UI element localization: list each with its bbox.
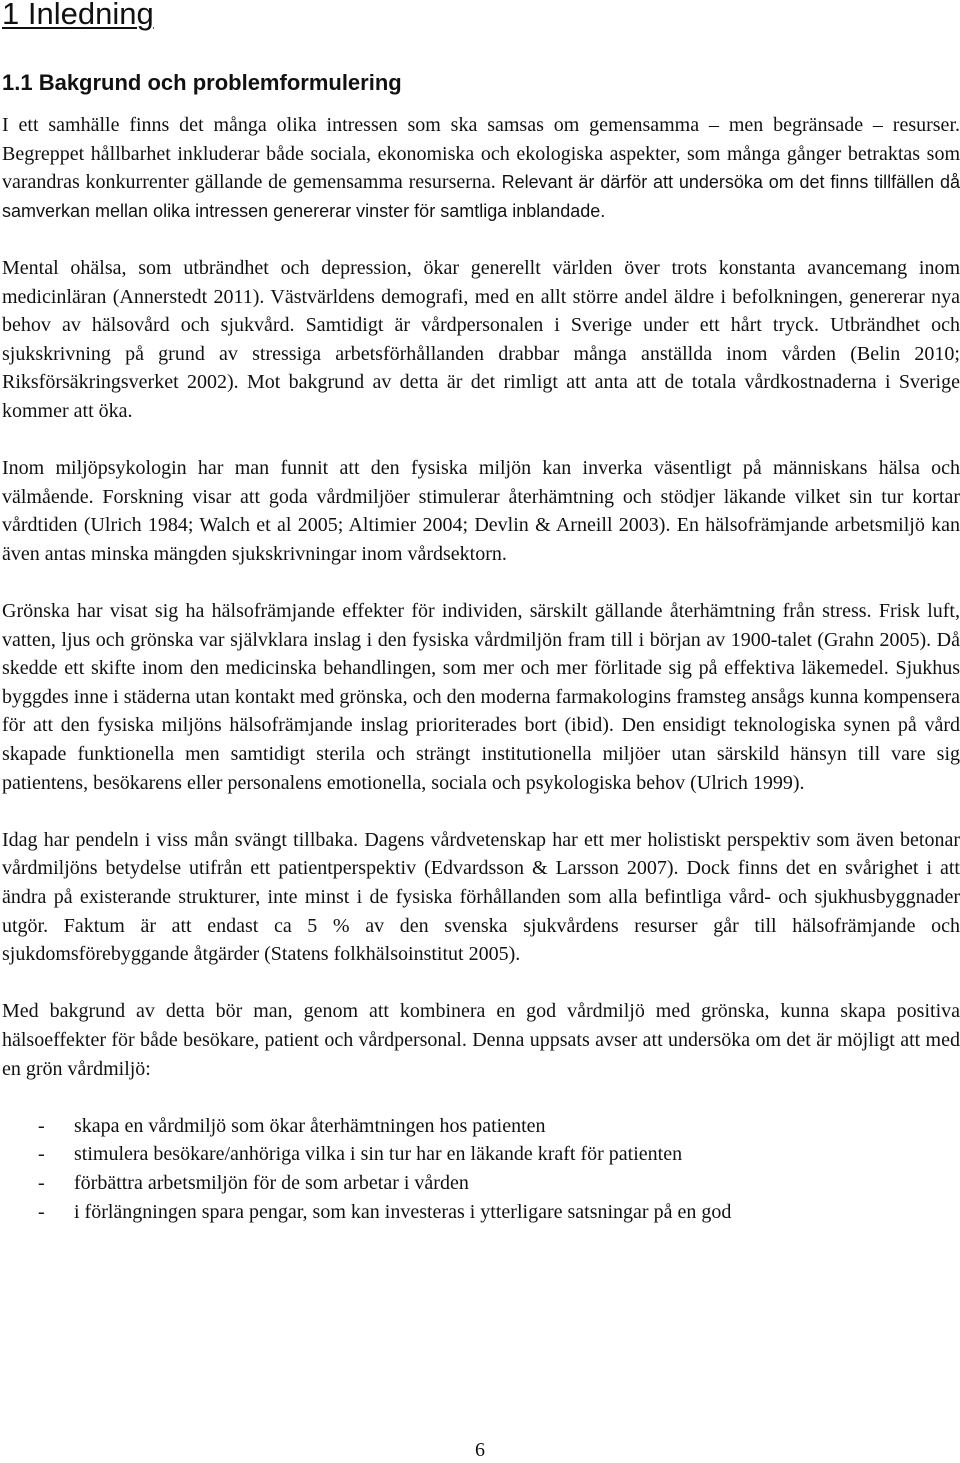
paragraph-5-text: Idag har pendeln i viss mån svängt tillbaka. Dagens vårdvetenskap har ett mer holistiskt perspektiv som även betonar vårdmiljöns betydelse utifrån ett patientperspektiv (Edvardsson & Larsson 2007). Dock finns det en svårighet i att ändra på existerande strukturer, inte minst i de fysiska förhållanden som alla befintliga vård- och sjukhusbyggnader utgör. Faktum är att endast ca 5 % av den svenska sjukvårdens resurser går till hälsofrämjande och sjukdomsförebyggande åtgärder (Statens folkhälsoinstitut 2005). xyxy=(2,828,960,966)
list-dash: - xyxy=(38,1200,45,1223)
paragraph-1-sans-text: Relevant är därför att undersöka om det finns tillfällen då samverkan mellan olika intressen genererar vinster för samtliga inblandade. xyxy=(2,172,960,221)
list-dash: - xyxy=(38,1114,45,1137)
section-heading: 1.1 Bakgrund och problemformulering xyxy=(2,70,402,95)
page-number: 6 xyxy=(475,1439,485,1461)
list-dash: - xyxy=(38,1171,45,1194)
list-item-text: skapa en vårdmiljö som ökar återhämtningen hos patienten xyxy=(74,1114,546,1137)
list-item xyxy=(2,1112,960,1141)
chapter-heading: 1 Inledning xyxy=(2,0,154,31)
paragraph-2 xyxy=(2,254,960,426)
paragraph-3 xyxy=(2,454,960,568)
list-item-text: i förlängningen spara pengar, som kan investeras i ytterligare satsningar på en god xyxy=(74,1200,732,1223)
list-item-text: förbättra arbetsmiljön för de som arbetar i vården xyxy=(74,1171,469,1194)
body-text xyxy=(2,111,960,1226)
paragraph-3-text: Inom miljöpsykologin har man funnit att den fysiska miljön kan inverka väsentligt på människans hälsa och välmående. Forskning visar att goda vårdmiljöer stimulerar återhämtning och stödjer läkande vilket sin tur kortar vårdtiden (Ulrich 1984; Walch et al 2005; Altimier 2004; Devlin & Arneill 2003). En hälsofrämjande arbetsmiljö kan även antas minska mängden sjukskrivningar inom vårdsektorn. xyxy=(2,457,960,565)
list-item xyxy=(2,1140,960,1169)
list-item xyxy=(2,1198,960,1227)
paragraph-4 xyxy=(2,597,960,797)
list-item-text: stimulera besökare/anhöriga vilka i sin tur har en läkande kraft för patienten xyxy=(74,1143,683,1166)
paragraph-1 xyxy=(2,111,960,225)
list-dash: - xyxy=(38,1143,45,1166)
paragraph-2-text: Mental ohälsa, som utbrändhet och depression, ökar generellt världen över trots konstanta avancemang inom medicinläran (Annerstedt 2011). Västvärldens demografi, med en allt större andel äldre i befolkningen, genererar nya behov av hälsovård och sjukvård. Samtidigt är vårdpersonalen i Sverige under ett hårt tryck. Utbrändhet och sjukskrivning på grund av stressiga arbetsförhållanden drabbar många anställda inom vården (Belin 2010; Riksförsäkringsverket 2002). Mot bakgrund av detta är det rimligt att anta att de totala vårdkostnaderna i Sverige kommer att öka. xyxy=(2,256,960,422)
paragraph-6 xyxy=(2,997,960,1083)
paragraph-4-text: Grönska har visat sig ha hälsofrämjande effekter för individen, särskilt gällande återhämtning från stress. Frisk luft, vatten, ljus och grönska var självklara inslag i den fysiska vårdmiljön fram till i början av 1900-talet (Grahn 2005). Då skedde ett skifte inom den medicinska behandlingen, som mer och mer förlitade sig på effektiva läkemedel. Sjukhus byggdes inne i städerna utan kontakt med grönska, och den moderna farmakologins framsteg ansågs kunna kompensera för att den fysiska miljöns hälsofrämjande inslag prioriterades bort (ibid). Den ensidigt teknologiska synen på vård skapade funktionella men samtidigt sterila och strängt institutionella miljöer utan särskild hänsyn till vare sig patientens, besökarens eller personalens emotionella, sociala och psykologiska behov (Ulrich 1999). xyxy=(2,600,960,794)
list-item xyxy=(2,1169,960,1198)
paragraph-1-serif-text: I ett samhälle finns det många olika intressen som ska samsas om gemensamma – men begränsade – resurser. Begreppet hållbarhet inkluderar både sociala, ekonomiska och ekologiska aspekter, som många gånger betraktas som varandras konkurrenter gällande de gemensamma resurserna. xyxy=(2,114,960,194)
paragraph-5 xyxy=(2,826,960,969)
goal-list xyxy=(2,1112,960,1226)
paragraph-6-text: Med bakgrund av detta bör man, genom att kombinera en god vårdmiljö med grönska, kunna skapa positiva hälsoeffekter för både besökare, patient och vårdpersonal. Denna uppsats avser att undersöka om det är möjligt att med en grön vårdmiljö: xyxy=(2,1000,960,1080)
